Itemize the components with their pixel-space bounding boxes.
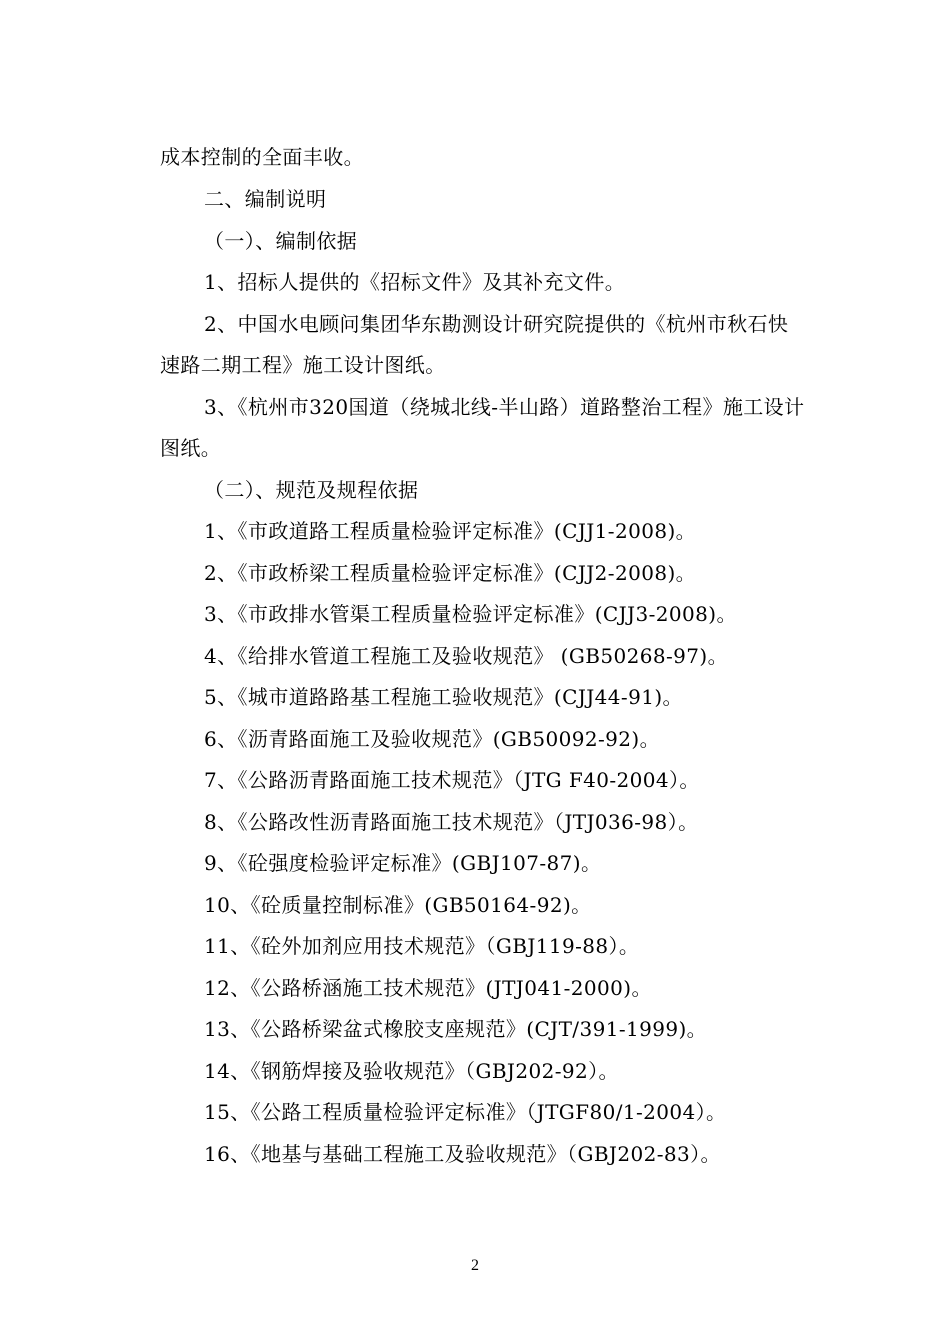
standard-item: 13、《公路桥梁盆式橡胶支座规范》(CJT/391-1999)。 <box>204 1017 708 1041</box>
standard-item: 14、《钢筋焊接及验收规范》（GBJ202-92）。 <box>204 1059 619 1083</box>
standard-item: 1、《市政道路工程质量检验评定标准》(CJJ1-2008)。 <box>204 519 697 543</box>
standard-item: 2、《市政桥梁工程质量检验评定标准》(CJJ2-2008)。 <box>204 561 697 585</box>
standard-item: 8、《公路改性沥青路面施工技术规范》（JTJ036-98）。 <box>204 810 699 834</box>
subsection-heading: （一）、编制依据 <box>204 229 358 253</box>
standard-item: 9、《砼强度检验评定标准》(GBJ107-87)。 <box>204 851 602 875</box>
standard-item: 15、《公路工程质量检验评定标准》（JTGF80/1-2004）。 <box>204 1100 727 1124</box>
standard-item: 6、《沥青路面施工及验收规范》(GB50092-92)。 <box>204 727 661 751</box>
standard-item: 12、《公路桥涵施工技术规范》(JTJ041-2000)。 <box>204 976 652 1000</box>
standard-item: 7、《公路沥青路面施工技术规范》（JTG F40-2004）。 <box>204 768 700 792</box>
text-line-continuation: 成本控制的全面丰收。 <box>160 145 364 169</box>
basis-item-1: 1、招标人提供的《招标文件》及其补充文件。 <box>204 270 626 294</box>
standard-item: 4、《给排水管道工程施工及验收规范》 (GB50268-97)。 <box>204 644 728 668</box>
standard-item: 5、《城市道路路基工程施工验收规范》(CJJ44-91)。 <box>204 685 683 709</box>
standard-item: 11、《砼外加剂应用技术规范》（GBJ119-88）。 <box>204 934 640 958</box>
standard-item: 10、《砼质量控制标准》(GB50164-92)。 <box>204 893 592 917</box>
page-number: 2 <box>471 1257 479 1274</box>
basis-item-3: 3、《杭州市320国道（绕城北线-半山路）道路整治工程》施工设计 <box>204 395 805 419</box>
basis-item-3-cont: 图纸。 <box>160 436 222 460</box>
standard-item: 3、《市政排水管渠工程质量检验评定标准》(CJJ3-2008)。 <box>204 602 737 626</box>
basis-item-2-cont: 速路二期工程》施工设计图纸。 <box>160 353 446 377</box>
basis-item-2: 2、中国水电顾问集团华东勘测设计研究院提供的《杭州市秋石快 <box>204 312 789 336</box>
section-heading: 二、编制说明 <box>204 187 327 211</box>
standard-item: 16、《地基与基础工程施工及验收规范》（GBJ202-83）。 <box>204 1142 721 1166</box>
subsection-heading: （二）、规范及规程依据 <box>204 478 419 502</box>
